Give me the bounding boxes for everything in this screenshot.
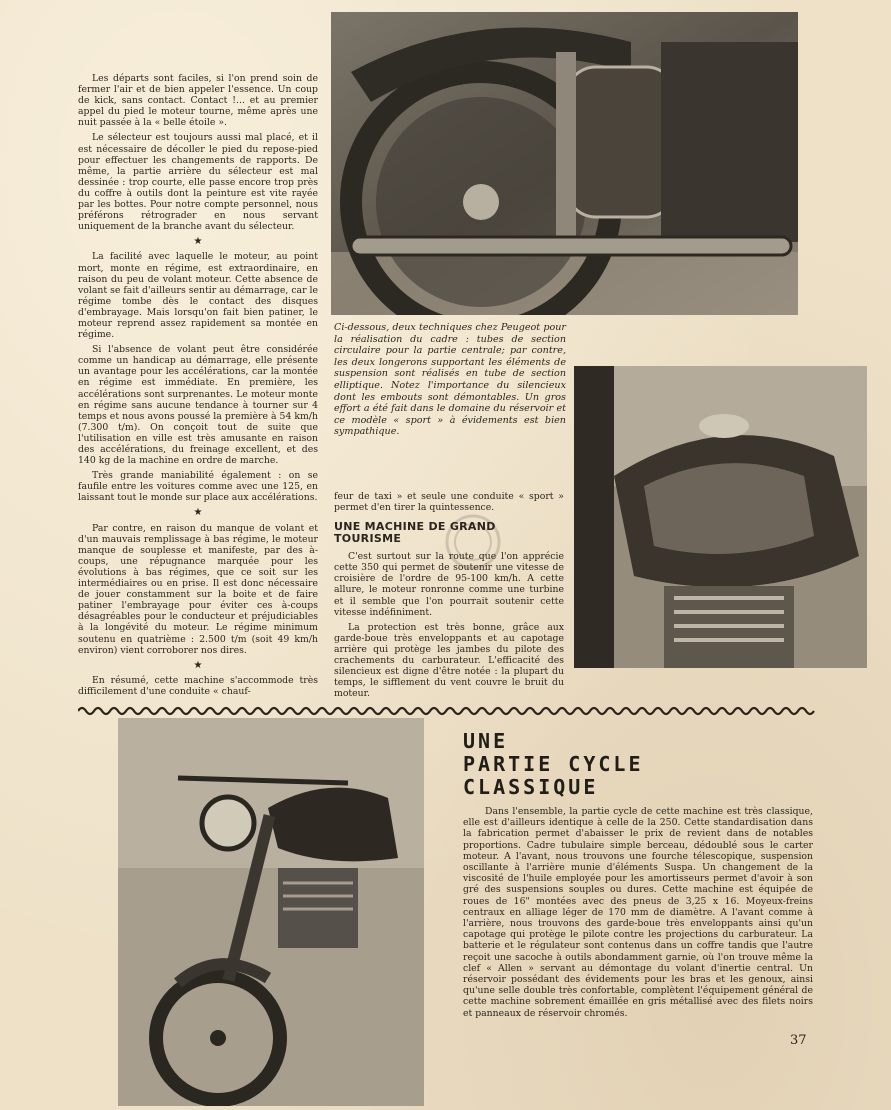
paragraph: Le sélecteur est toujours aussi mal placé, et il est nécessaire de décoller le pied du repose-pied pour effectuer les changements de rapports. De même, la partie arrière du sélecteur est mal dessinée : trop courte, elle passe encore trop près du coffre à outils dont la peinture est vite rayée par les bottes. Pour notre compte personnel, nous préférons rétrograder en nous servant uniquement de la branche avant du sélecteur. (78, 132, 318, 233)
paragraph: C'est surtout sur la route que l'on apprécie cette 350 qui permet de soutenir une vitesse de croisière de l'ordre de 95-100 km/h. A cette allure, le moteur ronronne comme une turbine et il semble que l'on pourrait soutenir cette vitesse indéfiniment. (334, 551, 564, 618)
middle-text-column (334, 491, 564, 703)
photo-motorcycle (118, 718, 424, 1106)
paragraph: En résumé, cette machine s'accommode très difficilement d'une conduite « chauf- (78, 674, 318, 697)
paragraph: Dans l'ensemble, la partie cycle de cette machine est très classique, elle est d'ailleurs identique à celle de la 250. Cette standardisation dans la fabrication permet d'abaisser le prix de revient dans de notables proportions. Cadre tubulaire simple berceau, dédoublé sous le carter moteur. A l'avant, nous trouvons une fourche télescopique, suspension oscillante à l'arrière munie d'éléments Suspa. Un changement de la viscosité de l'huile employée pour les amortisseurs permet d'avoir à son gré des suspensions souples ou dures. Cette machine est équipée de roues de 16" montées avec des pneus de 3,25 x 16. Moyeux-freins centraux en alliage léger de 170 mm de diamètre. A l'avant comme à l'arrière, nous trouvons des garde-boue très enveloppants ainsi qu'un capotage qui protège le pilote contre les projections du carburateur. La batterie et le régulateur sont contenus dans un coffre tandis que l'autre reçoit une sacoche à outils abondamment garnie, où l'on trouve même la clef « Allen » servant au démontage du volant d'inertie central. Un réservoir possédant des évidements pour les bras et les genoux, ainsi qu'une selle double très confortable, complètent l'équipement général de cette machine sobrement émaillée en gris métallisé avec des filets noirs et panneaux de réservoir chromés. (463, 806, 813, 1019)
wavy-divider (78, 705, 816, 717)
paragraph: Par contre, en raison du manque de volant et d'un mauvais remplissage à bas régime, le moteur manque de souplesse et manifeste, par des à-coups, une répugnance marquée pour les évolutions à bas régimes, que ce soit sur les intermédiaires ou en prise. Il est donc nécessaire de jouer constamment sur la boite et de faire patiner l'embrayage pour éviter ces à-coups désagréables pour le conducteur et préjudiciables à la longévité du moteur. Le régime minimum soutenu en quatrième : 2.500 t/m (soit 49 km/h environ) vient corroborer nos dires. (78, 522, 318, 656)
paragraph: Si l'absence de volant peut être considérée comme un handicap au démarrage, elle présente un avantage pour les accélérations, car la montée en régime est immédiate. En première, les accélérations sont surprenantes. Le moteur monte en régime sans aucune tendance à tourner sur 4 temps et nous avons poussé la première à 54 km/h (7.300 t/m). On conçoit tout de suite que l'utilisation en ville est très amusante en raison des accélérations, du freinage excellent, et des 140 kg de la machine en ordre de marche. (78, 344, 318, 467)
photo-fuel-tank (574, 366, 867, 668)
star-separator: ★ (193, 659, 203, 671)
subheading-line: UNE MACHINE DE GRAND (334, 520, 496, 534)
paragraph: La facilité avec laquelle le moteur, au point mort, monte en régime, est extraordinaire, en raison du peu de volant moteur. Cette absence de volant se fait d'ailleurs sentir au démarrage, car le régime tombe dès le contact des disques d'embrayage. Mais lorsqu'on fait bien patiner, le moteur reprend assez rapidement sa montée en régime. (78, 251, 318, 341)
section-title (463, 730, 803, 799)
subheading-line: TOURISME (334, 532, 402, 546)
paragraph: La protection est très bonne, grâce aux garde-boue très enveloppants et au capotage arrière qui protège les jambes du pilote des crachements du carburateur. L'efficacité des silencieux est digne d'être notée : la plupart du temps, le sifflement du vent couvre le bruit du moteur. (334, 621, 564, 700)
section-title-line: PARTIE CYCLE (463, 752, 644, 776)
subheading (334, 521, 564, 545)
photo-caption: Ci-dessous, deux techniques chez Peugeot pour la réalisation du cadre : tubes de section circulaire pour la partie centrale; par contre, les deux longerons supportant les éléments de suspension sont réalisés en tube de section elliptique. Notez l'importance du silencieux dont les embouts sont démontables. Un gros effort a été fait dans le domaine du réservoir et ce modèle « sport » à évidements est bien sympathique. (334, 322, 566, 438)
star-separator: ★ (193, 236, 203, 248)
star-separator: ★ (193, 507, 203, 519)
paragraph: feur de taxi » et seule une conduite « sport » permet d'en tirer la quintessence. (334, 491, 564, 514)
paragraph: Les départs sont faciles, si l'on prend soin de fermer l'air et de bien appeler l'essence. Un coup de kick, sans contact. Contact !... et au premier appel du pied le moteur tourne, même après une nuit passée à la « belle étoile ». (78, 73, 318, 129)
section-title-line: UNE (463, 729, 509, 753)
section-title-line: CLASSIQUE (463, 775, 599, 799)
photo-frame-closeup (331, 12, 798, 315)
right-text-column (463, 806, 813, 1019)
left-text-column (78, 73, 318, 701)
page-number: 37 (790, 1033, 807, 1048)
paragraph: Très grande maniabilité également : on se faufile entre les voitures comme avec une 125, en laissant tout le monde sur place aux accélérations. (78, 470, 318, 504)
